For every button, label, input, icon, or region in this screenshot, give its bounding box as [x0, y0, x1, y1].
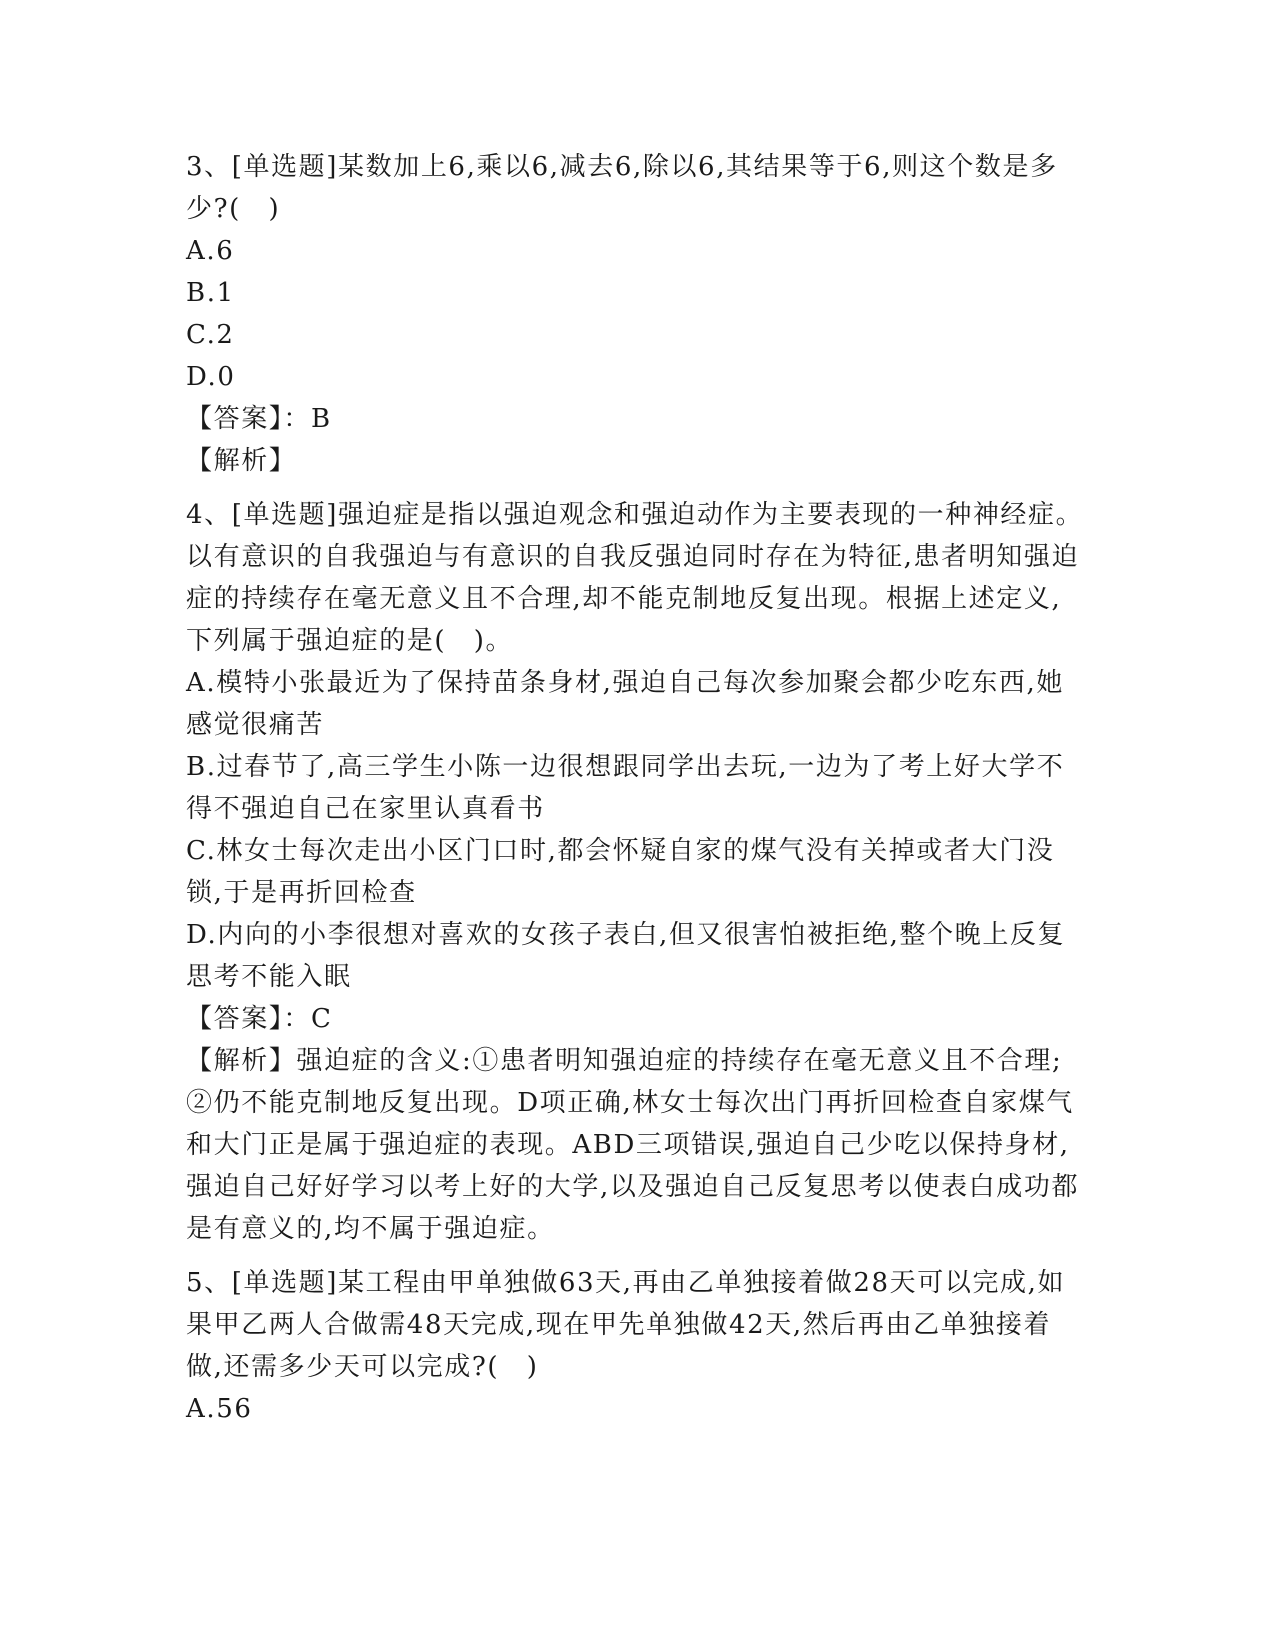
- question-5: [186, 1262, 1086, 1430]
- question-stem: 5、[单选题]某工程由甲单独做63天,再由乙单独接着做28天可以完成,如果甲乙两人合做需48天完成,现在甲先单独做42天,然后再由乙单独接着做,还需多少天可以完成?( ): [186, 1268, 1066, 1382]
- question-4: [186, 494, 1086, 1250]
- document-content: [186, 146, 1086, 1430]
- analysis-line: 【解析】强迫症的含义:①患者明知强迫症的持续存在毫无意义且不合理;②仍不能克制地反复出现。D项正确,林女士每次出门再折回检查自家煤气和大门正是属于强迫症的表现。ABD三项错误,强迫自己少吃以保持身材,强迫自己好好学习以考上好的大学,以及强迫自己反复思考以使表白成功都是有意义的,均不属于强迫症。: [186, 1046, 1080, 1244]
- answer-line: 【答案】：C: [186, 1004, 333, 1034]
- question-3: [186, 146, 1086, 482]
- option-d: D.内向的小李很想对喜欢的女孩子表白,但又很害怕被拒绝,整个晚上反复思考不能入眠: [186, 920, 1066, 992]
- option-a: A.6: [186, 236, 235, 266]
- option-a: A.模特小张最近为了保持苗条身材,强迫自己每次参加聚会都少吃东西,她感觉很痛苦: [186, 668, 1064, 740]
- question-stem: 3、[单选题]某数加上6,乘以6,减去6,除以6,其结果等于6,则这个数是多少?( ): [186, 152, 1058, 224]
- option-d: D.0: [186, 362, 236, 392]
- option-c: C.2: [186, 320, 235, 350]
- question-spacer: [186, 1250, 1086, 1262]
- option-b: B.1: [186, 278, 235, 308]
- question-stem: 4、[单选题]强迫症是指以强迫观念和强迫动作为主要表现的一种神经症。以有意识的自我强迫与有意识的自我反强迫同时存在为特征,患者明知强迫症的持续存在毫无意义且不合理,却不能克制地反复出现。根据上述定义,下列属于强迫症的是( )。: [186, 500, 1084, 656]
- option-a: A.56: [186, 1394, 253, 1424]
- option-c: C.林女士每次走出小区门口时,都会怀疑自家的煤气没有关掉或者大门没锁,于是再折回检查: [186, 836, 1055, 908]
- analysis-line: 【解析】: [186, 446, 297, 476]
- answer-line: 【答案】：B: [186, 404, 332, 434]
- option-b: B.过春节了,高三学生小陈一边很想跟同学出去玩,一边为了考上好大学不得不强迫自己在家里认真看书: [186, 752, 1065, 824]
- question-spacer: [186, 482, 1086, 494]
